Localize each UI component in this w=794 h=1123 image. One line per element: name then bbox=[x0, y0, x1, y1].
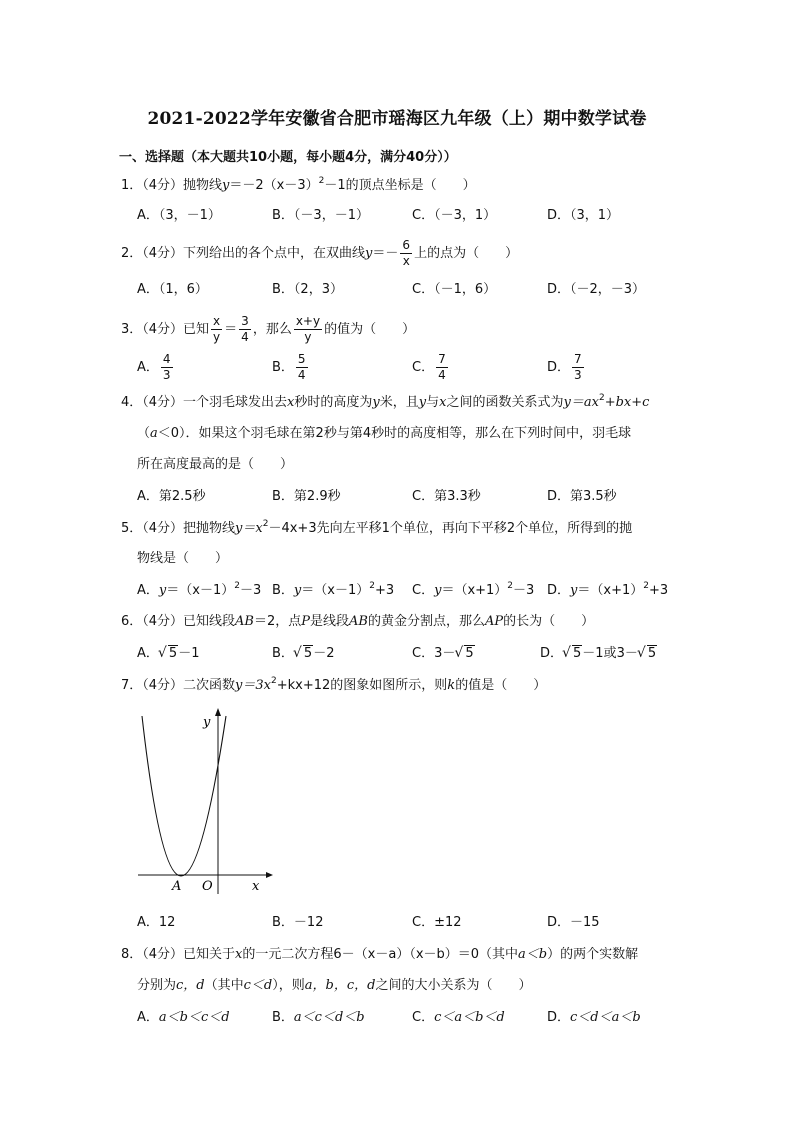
q8-cd: c，d bbox=[176, 978, 205, 993]
q3-frac-xy bbox=[211, 314, 222, 345]
q8-l2-a: 分别为 bbox=[137, 978, 177, 993]
q6-option-d bbox=[540, 645, 657, 663]
q4-l2-text: ＜0）．如果这个羽毛球在第2秒与第4秒时的高度相等，那么在下列时间中，羽毛球 bbox=[157, 426, 632, 441]
question-8-line-1 bbox=[121, 946, 638, 964]
q6-ab: AB bbox=[235, 614, 254, 629]
q6-b-radicand: 5 bbox=[303, 646, 313, 661]
q3-frac-target bbox=[294, 314, 322, 345]
q6-ab-2: AB bbox=[349, 614, 368, 629]
q6-d-label: D． bbox=[540, 646, 564, 661]
vertex-label: A bbox=[172, 879, 182, 894]
q5-c-exp: 2 bbox=[507, 581, 514, 591]
q6-d-sqrt-2 bbox=[638, 645, 657, 663]
q4-text-a: 4．（4分）一个羽毛球发出去 bbox=[121, 395, 288, 410]
q3-f3-num: x+y bbox=[295, 314, 321, 328]
q7-formula: y＝3x bbox=[235, 678, 271, 693]
section-heading: 一、选择题（本大题共10小题，每小题4分，满分40分）） bbox=[119, 150, 457, 165]
q5-option-c bbox=[412, 582, 534, 600]
question-4-line-3: 所在高度最高的是（ ） bbox=[137, 457, 294, 472]
q6-text-c: 是线段 bbox=[310, 614, 350, 629]
question-6 bbox=[121, 613, 594, 631]
q5-a-label: A． bbox=[137, 583, 159, 598]
q3-d-frac bbox=[572, 352, 584, 383]
q8-option-c bbox=[412, 1009, 505, 1027]
q3-option-c bbox=[412, 352, 450, 383]
q7-exp: 2 bbox=[271, 676, 277, 686]
q3-b-num: 5 bbox=[297, 352, 306, 366]
q3-f2-den: 4 bbox=[241, 330, 249, 344]
q2-den: x bbox=[402, 254, 410, 268]
question-2 bbox=[121, 238, 518, 269]
q7-option-d: D．－15 bbox=[547, 915, 600, 930]
q2-option-c: C．（－1，6） bbox=[412, 282, 497, 297]
origin-label: O bbox=[202, 879, 213, 894]
q4-option-b: B．第2.9秒 bbox=[272, 489, 341, 504]
q6-option-b bbox=[272, 645, 334, 663]
q8-text-a: 8．（4分）已知关于 bbox=[121, 947, 236, 962]
q5-a-tail: －3 bbox=[239, 583, 262, 598]
question-3 bbox=[121, 314, 415, 345]
q3-a-frac bbox=[161, 352, 173, 383]
q6-d-mid: －1或3－ bbox=[582, 646, 638, 661]
q3-a-num: 4 bbox=[162, 352, 171, 366]
q4-option-d: D．第3.5秒 bbox=[547, 489, 617, 504]
q6-d-radicand-2: 5 bbox=[647, 646, 657, 661]
q5-exp: 2 bbox=[262, 519, 269, 529]
q3-option-a bbox=[137, 352, 175, 383]
q8-option-d bbox=[547, 1009, 641, 1027]
q5-a-expr: ＝（x－1） bbox=[166, 583, 235, 598]
q6-option-c bbox=[412, 645, 475, 663]
q1-y: y bbox=[222, 178, 230, 193]
q8-abcd: a，b，c，d bbox=[304, 978, 376, 993]
q8-ab: a＜b bbox=[518, 947, 548, 962]
q6-a-radicand: 5 bbox=[168, 646, 178, 661]
q7-k: k bbox=[447, 678, 456, 693]
q4-text-c: 米，且 bbox=[379, 395, 419, 410]
q8-a-label: A． bbox=[137, 1010, 159, 1025]
q5-c-label: C． bbox=[412, 583, 435, 598]
q3-f1-den: y bbox=[213, 330, 221, 344]
q3-a-label: A． bbox=[137, 360, 159, 375]
q5-c-expr: ＝（x+1） bbox=[441, 583, 508, 598]
q5-a-exp: 2 bbox=[234, 581, 240, 591]
q1-option-b: B．（－3，－1） bbox=[272, 208, 369, 223]
question-8-line-2 bbox=[137, 977, 531, 995]
page-title: 2021-2022学年安徽省合肥市瑶海区九年级（上）期中数学试卷 bbox=[147, 109, 647, 129]
q5-d-label: D． bbox=[547, 583, 571, 598]
y-axis-label: y bbox=[203, 715, 211, 730]
q3-c-frac bbox=[436, 352, 448, 383]
q4-text-e: 之间的函数关系式为 bbox=[446, 395, 564, 410]
q4-x1: x bbox=[287, 395, 295, 410]
q8-b-label: B． bbox=[272, 1010, 294, 1025]
q6-a-tail: －1 bbox=[178, 646, 200, 661]
q8-a-value: a＜b＜c＜d bbox=[158, 1010, 230, 1025]
x-axis-arrow bbox=[266, 872, 273, 878]
x-axis-label: x bbox=[252, 879, 260, 894]
q2-option-b: B．（2，3） bbox=[272, 282, 343, 297]
q3-b-label: B． bbox=[272, 360, 294, 375]
q7-option-c: C．±12 bbox=[412, 915, 462, 930]
q6-b-tail: －2 bbox=[313, 646, 335, 661]
q8-x: x bbox=[235, 947, 243, 962]
q3-text: 3．（4分）已知 bbox=[121, 322, 210, 337]
q4-text-d: 与 bbox=[426, 395, 440, 410]
q4-x2: x bbox=[439, 395, 447, 410]
q5-c-y: y bbox=[434, 583, 442, 598]
q2-eq: ＝－ bbox=[372, 246, 399, 261]
q3-b-den: 4 bbox=[297, 368, 306, 382]
q2-num: 6 bbox=[402, 238, 411, 252]
q5-text-a: 5．（4分）把抛物线 bbox=[121, 521, 236, 536]
question-4-line-2 bbox=[137, 425, 631, 443]
q6-b-sqrt bbox=[294, 645, 313, 663]
q6-text-a: 6．（4分）已知线段 bbox=[121, 614, 236, 629]
q3-b-frac bbox=[296, 352, 308, 383]
q4-y1: y bbox=[372, 395, 380, 410]
q1-exp: 2 bbox=[318, 176, 325, 186]
q3-frac-34 bbox=[239, 314, 251, 345]
q8-l2-b: （其中 bbox=[204, 978, 244, 993]
q6-text-d: 的黄金分割点，那么 bbox=[368, 614, 486, 629]
q5-d-y: y bbox=[570, 583, 578, 598]
q5-b-exp: 2 bbox=[369, 581, 375, 591]
q7-text-c: 的值是（ ） bbox=[455, 678, 547, 693]
q7-text-a: 7．（4分）二次函数 bbox=[121, 678, 236, 693]
q1-option-c: C．（－3，1） bbox=[412, 208, 497, 223]
q3-d-label: D． bbox=[547, 360, 571, 375]
q8-l2-d: 之间的大小关系为（ ） bbox=[375, 978, 532, 993]
q6-d-radicand: 5 bbox=[573, 646, 582, 661]
y-axis-arrow bbox=[215, 708, 221, 716]
q4-option-c: C．第3.3秒 bbox=[412, 489, 481, 504]
q3-option-d bbox=[547, 352, 586, 383]
q3-d-num: 7 bbox=[574, 352, 582, 366]
question-7 bbox=[121, 677, 546, 695]
q5-b-label: B． bbox=[272, 583, 294, 598]
q6-c-sqrt bbox=[455, 645, 474, 663]
question-1 bbox=[121, 177, 476, 195]
q1-post: －1的顶点坐标是（ ） bbox=[324, 178, 476, 193]
q2-fraction bbox=[400, 238, 412, 269]
q3-option-b bbox=[272, 352, 310, 383]
q8-l2-c: ），则 bbox=[272, 978, 305, 993]
q5-d-tail: +3 bbox=[648, 583, 669, 598]
q1-option-a: A．（3，－1） bbox=[137, 208, 221, 223]
q6-text-e: 的长为（ ） bbox=[503, 614, 595, 629]
question-4-line-1 bbox=[121, 394, 649, 412]
q4-formula: y＝ax bbox=[563, 395, 599, 410]
q7-option-a: A．12 bbox=[137, 915, 176, 930]
q5-d-expr: ＝（x+1） bbox=[577, 583, 644, 598]
q4-l2-open: （ bbox=[137, 426, 151, 441]
q5-option-d bbox=[547, 582, 668, 600]
q3-a-den: 3 bbox=[162, 368, 171, 382]
q6-option-a bbox=[137, 645, 199, 663]
q6-a-label: A． bbox=[137, 646, 159, 661]
q7-text-b: +kx+12的图象如图所示，则 bbox=[276, 678, 448, 693]
q3-f1-num: x bbox=[213, 314, 221, 328]
q6-c-radicand: 5 bbox=[465, 646, 474, 661]
q1-text: 1．（4分）抛物线 bbox=[121, 178, 223, 193]
q5-b-expr: ＝（x－1） bbox=[301, 583, 370, 598]
q5-formula: y＝x bbox=[235, 521, 263, 536]
q8-c-lt-d: c＜d bbox=[243, 978, 273, 993]
q7-option-b: B．－12 bbox=[272, 915, 324, 930]
q2-option-d: D．（－2，－3） bbox=[547, 282, 646, 297]
q1-option-d: D．（3，1） bbox=[547, 208, 620, 223]
q8-c-value: c＜a＜b＜d bbox=[434, 1010, 505, 1025]
q5-option-b bbox=[272, 582, 394, 600]
q3-f3-den: y bbox=[304, 330, 312, 344]
q8-text-c: ）的两个实数解 bbox=[547, 947, 639, 962]
q4-text-b: 秒时的高度为 bbox=[294, 395, 373, 410]
question-5-line-2: 物线是（ ） bbox=[137, 551, 229, 566]
q3-d-den: 3 bbox=[574, 368, 582, 382]
q4-exp: 2 bbox=[598, 393, 605, 403]
q6-a-sqrt bbox=[159, 645, 178, 663]
q6-p: P bbox=[301, 614, 311, 629]
q3-c-num: 7 bbox=[438, 352, 446, 366]
q6-ap: AP bbox=[485, 614, 504, 629]
parabola-curve bbox=[142, 716, 226, 876]
q6-b-label: B． bbox=[272, 646, 294, 661]
q8-d-label: D． bbox=[547, 1010, 571, 1025]
q2-text: 2．（4分）下列给出的各个点中，在双曲线 bbox=[121, 246, 366, 261]
q6-d-sqrt bbox=[563, 645, 582, 663]
q5-a-y: y bbox=[158, 583, 167, 598]
q5-option-a bbox=[137, 582, 261, 600]
q6-c-label: C．3－ bbox=[412, 646, 456, 661]
q8-text-b: 的一元二次方程6－（x－a）（x－b）＝0（其中 bbox=[242, 947, 519, 962]
q3-post: 的值为（ ） bbox=[324, 322, 416, 337]
q5-text-b: －4x+3先向左平移1个单位，再向下平移2个单位，所得到的抛 bbox=[268, 521, 633, 536]
q4-option-a: A．第2.5秒 bbox=[137, 489, 206, 504]
q1-expr: ＝－2（x－3） bbox=[229, 178, 319, 193]
q8-c-label: C． bbox=[412, 1010, 435, 1025]
q3-c-den: 4 bbox=[438, 368, 446, 382]
q8-d-value: c＜d＜a＜b bbox=[570, 1010, 641, 1025]
q5-b-tail: +3 bbox=[374, 583, 395, 598]
q5-d-exp: 2 bbox=[643, 581, 649, 591]
q6-text-b: ＝2，点 bbox=[254, 614, 302, 629]
q2-option-a: A．（1，6） bbox=[137, 282, 208, 297]
q5-c-tail: －3 bbox=[513, 583, 535, 598]
q5-b-y: y bbox=[293, 583, 302, 598]
q8-b-value: a＜c＜d＜b bbox=[293, 1010, 365, 1025]
q4-formula-2: +bx+c bbox=[604, 395, 650, 410]
q3-mid: ，那么 bbox=[252, 322, 292, 337]
q4-y2: y bbox=[418, 395, 427, 410]
q8-option-a bbox=[137, 1009, 230, 1027]
q3-f2-num: 3 bbox=[241, 314, 249, 328]
q4-a: a bbox=[150, 426, 158, 441]
q2-post: 上的点为（ ） bbox=[414, 246, 519, 261]
q3-eq: ＝ bbox=[224, 322, 238, 337]
q8-option-b bbox=[272, 1009, 365, 1027]
q3-c-label: C． bbox=[412, 360, 435, 375]
question-5-line-1 bbox=[121, 520, 632, 538]
parabola-graph bbox=[136, 706, 276, 896]
q2-y: y bbox=[365, 246, 373, 261]
